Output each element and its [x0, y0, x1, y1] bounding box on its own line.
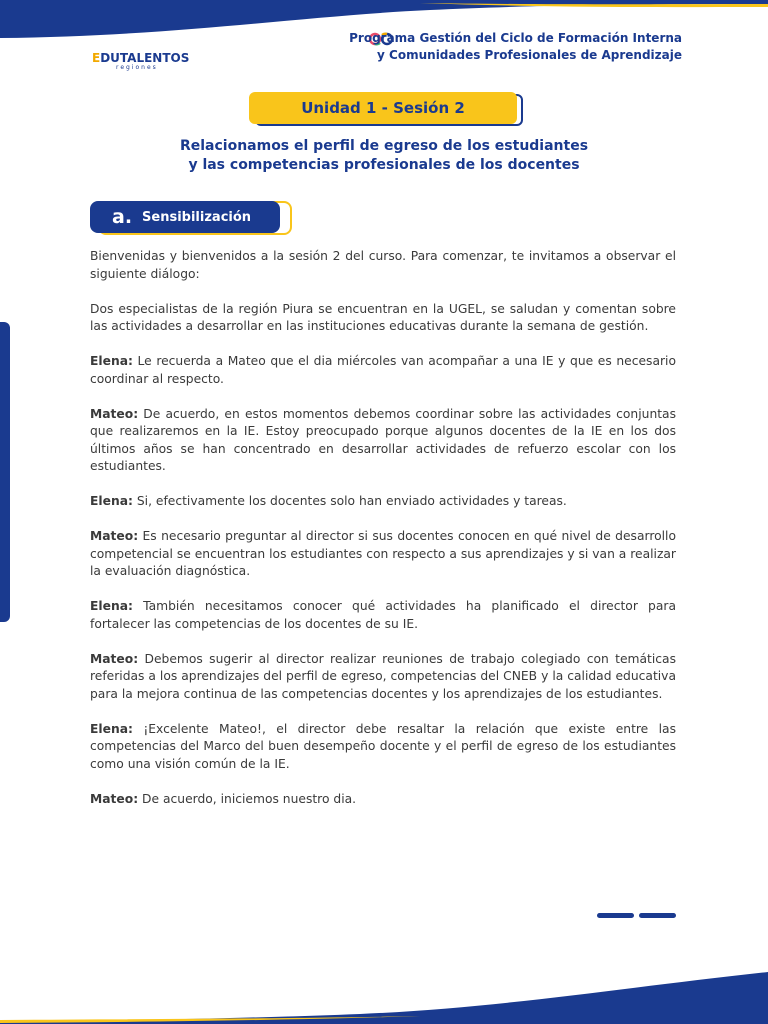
- dialogue-text: De acuerdo, iniciemos nuestro dia.: [138, 791, 357, 806]
- page-title: [0, 137, 768, 175]
- dialogue-line: [90, 528, 676, 581]
- dialogue-text: De acuerdo, en estos momentos debemos coordinar sobre las actividades conjuntas que realizaremos en la IE. Estoy preocupado porque algunos docentes de la IE en los dos últimos años se han concentrado en desarrollar actividades de refuerzo escolar con los estudiantes.: [90, 406, 676, 473]
- dialogue-line: [90, 353, 676, 388]
- speaker-name: Mateo:: [90, 529, 139, 543]
- unit-badge: [247, 92, 527, 128]
- dialogue-text: ¡Excelente Mateo!, el director debe resaltar la relación que existe entre las competencias del Marco del buen desempeño docente y el perfil de egreso de los estudiantes como una visión común de la IE.: [90, 721, 676, 771]
- dialogue-text: Es necesario preguntar al director si sus docentes conocen en qué nivel de desarrollo competencial se encuentran los estudiantes con respecto a sus aprendizajes y si van a realizar la evaluación diagnóstica.: [90, 529, 676, 578]
- footer-wave: [0, 964, 768, 1024]
- body-text: [90, 248, 676, 826]
- unit-badge-label: Unidad 1 - Sesión 2: [249, 92, 517, 124]
- section-label: Sensibilización: [142, 209, 252, 225]
- dialogue-line: [90, 791, 676, 809]
- section-letter: a.: [112, 206, 133, 228]
- speaker-name: Elena:: [90, 354, 133, 368]
- section-header: [90, 199, 294, 237]
- dialogue-text: También necesitamos conocer qué actividades ha planificado el director para fortalecer las competencias de los docentes de su IE.: [90, 599, 676, 631]
- program-title: [349, 30, 682, 64]
- edutalentos-logo: [92, 52, 189, 64]
- intro-paragraph: Bienvenidas y bienvenidos a la sesión 2 del curso. Para comenzar, te invitamos a observar el siguiente diálogo:: [90, 249, 676, 281]
- program-line-2: y Comunidades Profesionales de Aprendizaje: [377, 48, 682, 62]
- dialogue-line: [90, 493, 676, 511]
- logo-letter: E: [92, 51, 101, 65]
- speaker-name: Elena:: [90, 721, 133, 736]
- dialogue-line: [90, 406, 676, 476]
- dash-1: [597, 913, 634, 918]
- logo-word: DUTALENTOS: [100, 51, 190, 65]
- dialogue-text: Si, efectivamente los docentes solo han enviado actividades y tareas.: [132, 494, 567, 508]
- dialogue-line: [90, 721, 676, 774]
- speaker-name: Elena:: [90, 494, 133, 508]
- speaker-name: Mateo:: [90, 791, 139, 806]
- speaker-name: Mateo:: [90, 406, 139, 421]
- speaker-name: Elena:: [90, 599, 133, 613]
- program-line-1: Programa Gestión del Ciclo de Formación Interna: [349, 31, 682, 45]
- context-paragraph: Dos especialistas de la región Piura se encuentran en la UGEL, se saludan y comentan sobre las actividades a desarrollar en las instituciones educativas durante la semana de gestión.: [90, 301, 676, 333]
- dialogue-line: [90, 598, 676, 633]
- speaker-name: Mateo:: [90, 651, 139, 666]
- logo-subtitle: regiones: [116, 64, 158, 71]
- section-header-fill: [90, 201, 280, 233]
- dialogue-line: [90, 651, 676, 704]
- dialogue-text: Le recuerda a Mateo que el dia miércoles van acompañar a una IE y que es necesario coordinar al respecto.: [90, 354, 676, 386]
- dialogue-text: Debemos sugerir al director realizar reuniones de trabajo colegiado con temáticas referidas a los aprendizajes del perfil de egreso, competencias del CNEB y la calidad educativa para la mejora continua de las competencias docentes y los aprendizajes de los estudiantes.: [90, 651, 676, 701]
- title-line-1: Relacionamos el perfil de egreso de los estudiantes: [179, 138, 589, 154]
- dash-2: [639, 913, 676, 918]
- side-accent-bar: [0, 322, 10, 622]
- title-line-2: y las competencias profesionales de los docentes: [188, 157, 580, 173]
